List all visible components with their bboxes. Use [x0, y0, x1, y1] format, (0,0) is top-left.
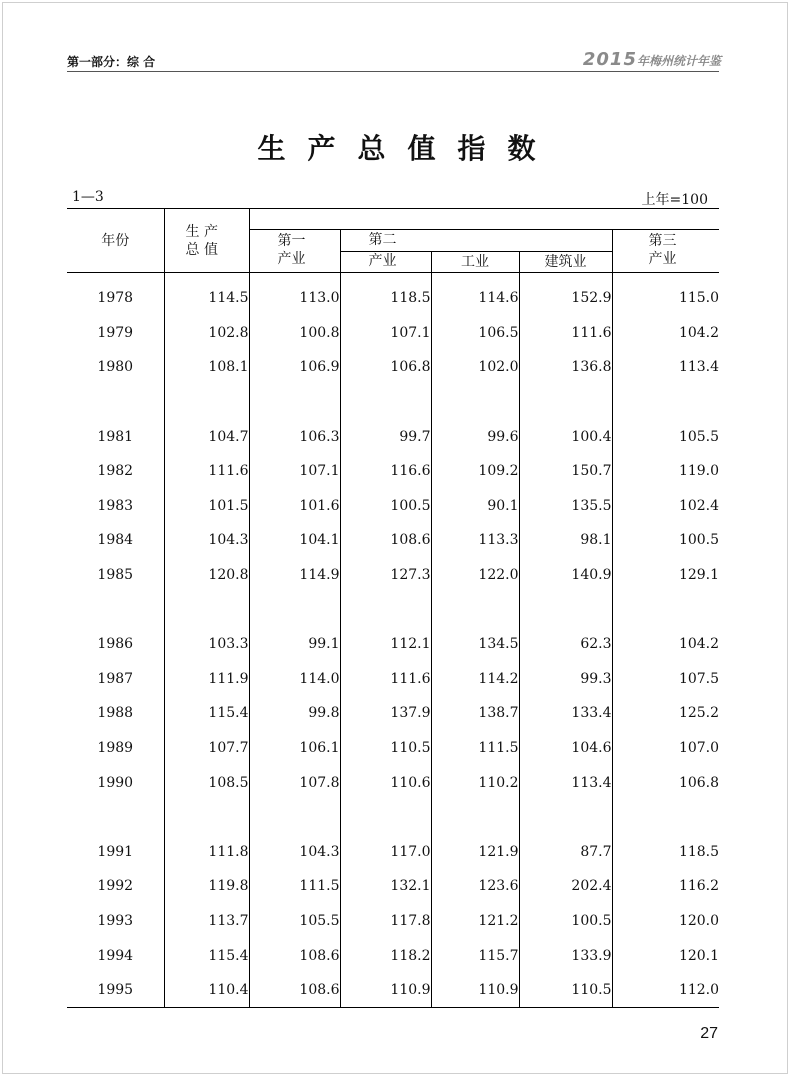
secondary-cell: 107.1	[340, 316, 431, 351]
tertiary-cell: 104.2	[612, 316, 719, 351]
col-header-tertiary	[612, 230, 719, 273]
header-spacer	[249, 209, 719, 230]
year-cell: 1978	[97, 290, 134, 307]
col-header-year: 年份	[67, 209, 164, 273]
table-row	[67, 973, 719, 1008]
col-header-gdp-line2: 总 值	[185, 242, 218, 258]
col-header-industry: 工业	[431, 252, 519, 273]
page-number: 27	[700, 1025, 718, 1042]
construction-cell: 100.4	[519, 419, 612, 454]
primary-cell: 100.8	[249, 316, 340, 351]
tertiary-cell: 116.2	[612, 869, 719, 904]
secondary-cell: 118.5	[340, 281, 431, 316]
table-row	[67, 765, 719, 800]
primary-cell: 108.6	[249, 938, 340, 973]
industry-cell: 102.0	[431, 350, 519, 385]
tertiary-cell: 112.0	[612, 973, 719, 1008]
table-row	[67, 835, 719, 870]
col-header-gdp-line1: 生 产	[185, 224, 218, 240]
tertiary-cell: 118.5	[612, 835, 719, 870]
year-cell: 1995	[67, 973, 164, 1008]
primary-cell: 106.9	[249, 350, 340, 385]
industry-cell: 114.6	[431, 281, 519, 316]
construction-cell: 140.9	[519, 558, 612, 593]
col-header-primary	[249, 230, 340, 273]
col-header-tertiary-line1: 第三	[648, 233, 677, 249]
industry-cell: 109.2	[431, 454, 519, 489]
tertiary-cell: 100.5	[612, 523, 719, 558]
page-title: 生产总值指数	[257, 132, 558, 165]
gdp-cell: 108.5	[164, 765, 249, 800]
construction-cell: 136.8	[519, 350, 612, 385]
section-header: 第一部分：综 合	[67, 55, 156, 69]
year-cell: 1989	[97, 740, 134, 757]
yearbook-year: 2015	[582, 49, 637, 70]
table-row	[67, 869, 719, 904]
industry-cell: 114.2	[431, 662, 519, 697]
gdp-cell: 110.4	[164, 973, 249, 1008]
tertiary-cell: 120.1	[612, 938, 719, 973]
gdp-cell: 104.7	[164, 419, 249, 454]
industry-cell: 99.6	[431, 419, 519, 454]
gdp-cell: 111.8	[164, 835, 249, 870]
gdp-cell: 101.5	[164, 489, 249, 524]
secondary-cell: 100.5	[340, 489, 431, 524]
primary-cell: 99.1	[249, 627, 340, 662]
construction-cell: 150.7	[519, 454, 612, 489]
gdp-cell: 107.7	[164, 731, 249, 766]
gdp-index-table	[67, 208, 719, 1008]
construction-cell: 98.1	[519, 523, 612, 558]
tertiary-cell: 107.5	[612, 662, 719, 697]
year-cell: 1992	[97, 878, 134, 895]
industry-cell: 123.6	[431, 869, 519, 904]
industry-cell: 110.2	[431, 765, 519, 800]
year-cell: 1985	[97, 567, 134, 584]
tertiary-cell: 106.8	[612, 765, 719, 800]
primary-cell: 106.3	[249, 419, 340, 454]
gdp-cell: 111.9	[164, 662, 249, 697]
table-row	[67, 419, 719, 454]
industry-cell: 122.0	[431, 558, 519, 593]
industry-cell: 134.5	[431, 627, 519, 662]
yearbook-header	[583, 49, 721, 70]
gdp-cell: 114.5	[164, 281, 249, 316]
primary-cell: 114.0	[249, 662, 340, 697]
primary-cell: 111.5	[249, 869, 340, 904]
tertiary-cell: 113.4	[612, 350, 719, 385]
gdp-cell: 111.6	[164, 454, 249, 489]
gdp-cell: 115.4	[164, 696, 249, 731]
primary-cell: 104.3	[249, 835, 340, 870]
construction-cell: 62.3	[519, 627, 612, 662]
secondary-cell: 110.9	[340, 973, 431, 1008]
gdp-cell: 113.7	[164, 904, 249, 939]
construction-cell: 99.3	[519, 662, 612, 697]
tertiary-cell: 115.0	[612, 281, 719, 316]
year-cell: 1981	[97, 428, 134, 445]
tertiary-cell: 104.2	[612, 627, 719, 662]
secondary-cell: 127.3	[340, 558, 431, 593]
year-cell: 1988	[97, 705, 134, 722]
construction-cell: 111.6	[519, 316, 612, 351]
header-divider	[67, 71, 719, 72]
year-cell: 1984	[97, 532, 134, 549]
primary-cell: 107.8	[249, 765, 340, 800]
tertiary-cell: 129.1	[612, 558, 719, 593]
industry-cell: 111.5	[431, 731, 519, 766]
construction-cell: 202.4	[519, 869, 612, 904]
primary-cell: 113.0	[249, 281, 340, 316]
year-cell: 1986	[97, 636, 134, 653]
gdp-cell: 102.8	[164, 316, 249, 351]
table-row	[67, 558, 719, 593]
gdp-cell: 108.1	[164, 350, 249, 385]
construction-cell: 133.4	[519, 696, 612, 731]
table-row	[67, 627, 719, 662]
tertiary-cell: 102.4	[612, 489, 719, 524]
secondary-cell: 108.6	[340, 523, 431, 558]
table-row	[67, 904, 719, 939]
secondary-cell: 110.5	[340, 731, 431, 766]
table-number: 1—3	[72, 189, 104, 205]
secondary-cell: 137.9	[340, 696, 431, 731]
table-row	[67, 489, 719, 524]
year-cell: 1983	[97, 497, 134, 514]
construction-cell: 152.9	[519, 281, 612, 316]
year-cell: 1993	[97, 912, 134, 929]
primary-cell: 99.8	[249, 696, 340, 731]
table-row	[67, 350, 719, 385]
secondary-cell: 118.2	[340, 938, 431, 973]
primary-cell: 104.1	[249, 523, 340, 558]
col-header-tertiary-line2: 产业	[648, 251, 677, 267]
col-header-construction: 建筑业	[519, 252, 612, 273]
secondary-cell: 117.8	[340, 904, 431, 939]
tertiary-cell: 120.0	[612, 904, 719, 939]
gdp-cell: 120.8	[164, 558, 249, 593]
gdp-cell: 104.3	[164, 523, 249, 558]
industry-cell: 113.3	[431, 523, 519, 558]
industry-cell: 138.7	[431, 696, 519, 731]
yearbook-name: 年梅州统计年鉴	[636, 54, 721, 68]
col-header-secondary: 第二	[340, 230, 612, 252]
construction-cell: 135.5	[519, 489, 612, 524]
gdp-cell: 103.3	[164, 627, 249, 662]
gdp-cell: 115.4	[164, 938, 249, 973]
col-header-primary-line1: 第一	[277, 233, 306, 249]
construction-cell: 113.4	[519, 765, 612, 800]
industry-cell: 106.5	[431, 316, 519, 351]
col-header-gdp	[164, 209, 249, 273]
tertiary-cell: 125.2	[612, 696, 719, 731]
primary-cell: 107.1	[249, 454, 340, 489]
table-row	[67, 316, 719, 351]
gdp-cell: 119.8	[164, 869, 249, 904]
tertiary-cell: 119.0	[612, 454, 719, 489]
tertiary-cell: 105.5	[612, 419, 719, 454]
table-row	[67, 281, 719, 316]
secondary-cell: 111.6	[340, 662, 431, 697]
secondary-cell: 106.8	[340, 350, 431, 385]
industry-cell: 121.2	[431, 904, 519, 939]
table-row	[67, 731, 719, 766]
primary-cell: 106.1	[249, 731, 340, 766]
construction-cell: 104.6	[519, 731, 612, 766]
secondary-cell: 112.1	[340, 627, 431, 662]
secondary-cell: 116.6	[340, 454, 431, 489]
table-row	[67, 696, 719, 731]
year-cell: 1990	[97, 774, 134, 791]
industry-cell: 90.1	[431, 489, 519, 524]
construction-cell: 133.9	[519, 938, 612, 973]
primary-cell: 105.5	[249, 904, 340, 939]
primary-cell: 101.6	[249, 489, 340, 524]
construction-cell: 87.7	[519, 835, 612, 870]
unit-note: 上年=100	[641, 192, 708, 208]
industry-cell: 115.7	[431, 938, 519, 973]
col-header-secondary-total: 产业	[340, 252, 431, 273]
secondary-cell: 117.0	[340, 835, 431, 870]
year-cell: 1980	[97, 359, 134, 376]
table-row	[67, 454, 719, 489]
year-cell: 1982	[97, 463, 134, 480]
construction-cell: 100.5	[519, 904, 612, 939]
industry-cell: 110.9	[431, 973, 519, 1008]
year-cell: 1987	[97, 670, 134, 687]
tertiary-cell: 107.0	[612, 731, 719, 766]
secondary-cell: 110.6	[340, 765, 431, 800]
industry-cell: 121.9	[431, 835, 519, 870]
primary-cell: 114.9	[249, 558, 340, 593]
table-row	[67, 523, 719, 558]
secondary-cell: 132.1	[340, 869, 431, 904]
construction-cell: 110.5	[519, 973, 612, 1008]
table-row	[67, 662, 719, 697]
year-cell: 1979	[97, 324, 134, 341]
year-cell: 1994	[97, 947, 134, 964]
year-cell: 1991	[97, 843, 134, 860]
table-row	[67, 938, 719, 973]
col-header-primary-line2: 产业	[277, 251, 306, 267]
primary-cell: 108.6	[249, 973, 340, 1008]
secondary-cell: 99.7	[340, 419, 431, 454]
